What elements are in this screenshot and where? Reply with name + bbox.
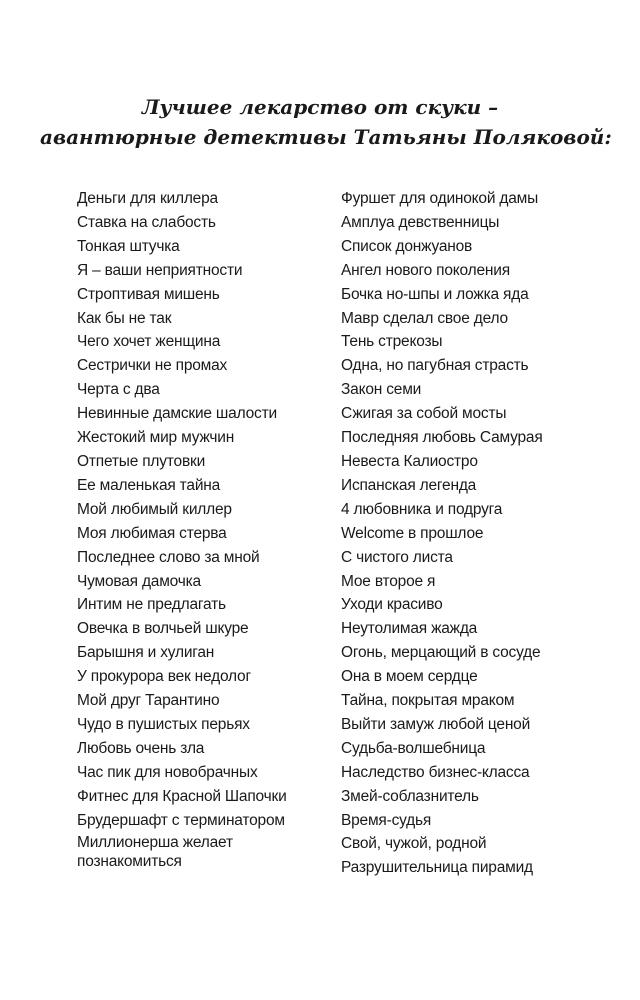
book-title-item: Огонь, мерцающий в сосуде bbox=[341, 644, 541, 662]
book-title-item: Час пик для новобрачных bbox=[77, 763, 258, 781]
book-title-item: Миллионерша желает познакомиться bbox=[77, 834, 233, 870]
book-title-item: Овечка в волчьей шкуре bbox=[77, 620, 249, 638]
book-title-item: Как бы не так bbox=[77, 309, 172, 327]
page-heading bbox=[40, 92, 612, 152]
book-title-item: Мой друг Тарантино bbox=[77, 692, 220, 710]
book-title-item: Черта с два bbox=[77, 381, 160, 399]
book-title-item: Змей-соблазнитель bbox=[341, 787, 479, 805]
book-title-item: Бочка но-шпы и ложка яда bbox=[341, 285, 529, 303]
book-title-item: Деньги для киллера bbox=[77, 190, 218, 207]
book-title-item: Фуршет для одинокой дамы bbox=[341, 190, 539, 207]
book-title-item: Жестокий мир мужчин bbox=[77, 429, 235, 447]
heading-line-1: Лучшее лекарство от скуки – bbox=[141, 95, 499, 119]
book-title-item: Последнее слово за мной bbox=[77, 548, 260, 566]
book-title-item: Судьба-волшебница bbox=[341, 739, 486, 757]
book-title-item: У прокурора век недолог bbox=[77, 668, 251, 686]
book-title-item: Свой, чужой, родной bbox=[341, 835, 487, 853]
book-title-item: Я – ваши неприятности bbox=[77, 261, 243, 279]
book-list-right-column bbox=[341, 187, 611, 880]
book-title-item: Чудо в пушистых перьях bbox=[77, 715, 250, 733]
book-title-item: Тайна, покрытая мраком bbox=[341, 692, 515, 710]
book-title-item: Время-судья bbox=[341, 811, 432, 829]
book-title-item: Отпетые плутовки bbox=[77, 452, 206, 470]
book-title-item: Барышня и хулиган bbox=[77, 644, 215, 662]
book-title-item: Строптивая мишень bbox=[77, 285, 220, 303]
book-title-item: Уходи красиво bbox=[341, 596, 443, 614]
book-title-item: Фитнес для Красной Шапочки bbox=[77, 787, 287, 805]
book-title-item: Наследство бизнес-класса bbox=[341, 763, 530, 781]
book-title-item: Разрушительница пирамид bbox=[341, 859, 533, 877]
book-title-item: Список донжуанов bbox=[341, 237, 473, 255]
book-title-item: Мой любимый киллер bbox=[77, 500, 232, 518]
book-title-item: Ангел нового поколения bbox=[341, 261, 510, 279]
book-title-item: Одна, но пагубная страсть bbox=[341, 357, 529, 375]
book-title-item: Тень стрекозы bbox=[341, 333, 443, 351]
book-title-item: Сжигая за собой мосты bbox=[341, 405, 507, 423]
book-title-item: Любовь очень зла bbox=[77, 739, 205, 757]
heading-line-2: авантюрные детективы Татьяны Поляковой: bbox=[40, 125, 612, 149]
book-title-item: С чистого листа bbox=[341, 548, 453, 566]
book-title-item: Ее маленькая тайна bbox=[77, 476, 221, 494]
book-title-item: Неутолимая жажда bbox=[341, 620, 478, 638]
book-list-left-column bbox=[77, 187, 317, 871]
book-title-item: Последняя любовь Самурая bbox=[341, 429, 543, 447]
book-title-item: Выйти замуж любой ценой bbox=[341, 715, 531, 733]
book-title-item: Тонкая штучка bbox=[77, 237, 180, 255]
book-title-item: Welcome в прошлое bbox=[341, 524, 484, 542]
book-title-item: Чего хочет женщина bbox=[77, 333, 221, 351]
book-title-item: Сестрички не промах bbox=[77, 357, 228, 375]
book-title-item: Испанская легенда bbox=[341, 476, 477, 494]
book-title-item: Она в моем сердце bbox=[341, 668, 478, 686]
book-title-item: Интим не предлагать bbox=[77, 596, 226, 614]
book-title-item: Невеста Калиостро bbox=[341, 452, 478, 470]
book-title-item: Мавр сделал свое дело bbox=[341, 309, 508, 327]
book-title-item: Невинные дамские шалости bbox=[77, 405, 277, 423]
book-title-item: Ставка на слабость bbox=[77, 213, 216, 231]
book-title-item: Брудершафт с терминатором bbox=[77, 811, 285, 829]
book-title-item: 4 любовника и подруга bbox=[341, 500, 503, 518]
book-title-item: Мое второе я bbox=[341, 572, 436, 590]
book-title-item: Закон семи bbox=[341, 381, 422, 399]
book-title-item: Моя любимая стерва bbox=[77, 524, 227, 542]
book-title-item: Амплуа девственницы bbox=[341, 213, 500, 231]
book-title-item: Чумовая дамочка bbox=[77, 572, 201, 590]
